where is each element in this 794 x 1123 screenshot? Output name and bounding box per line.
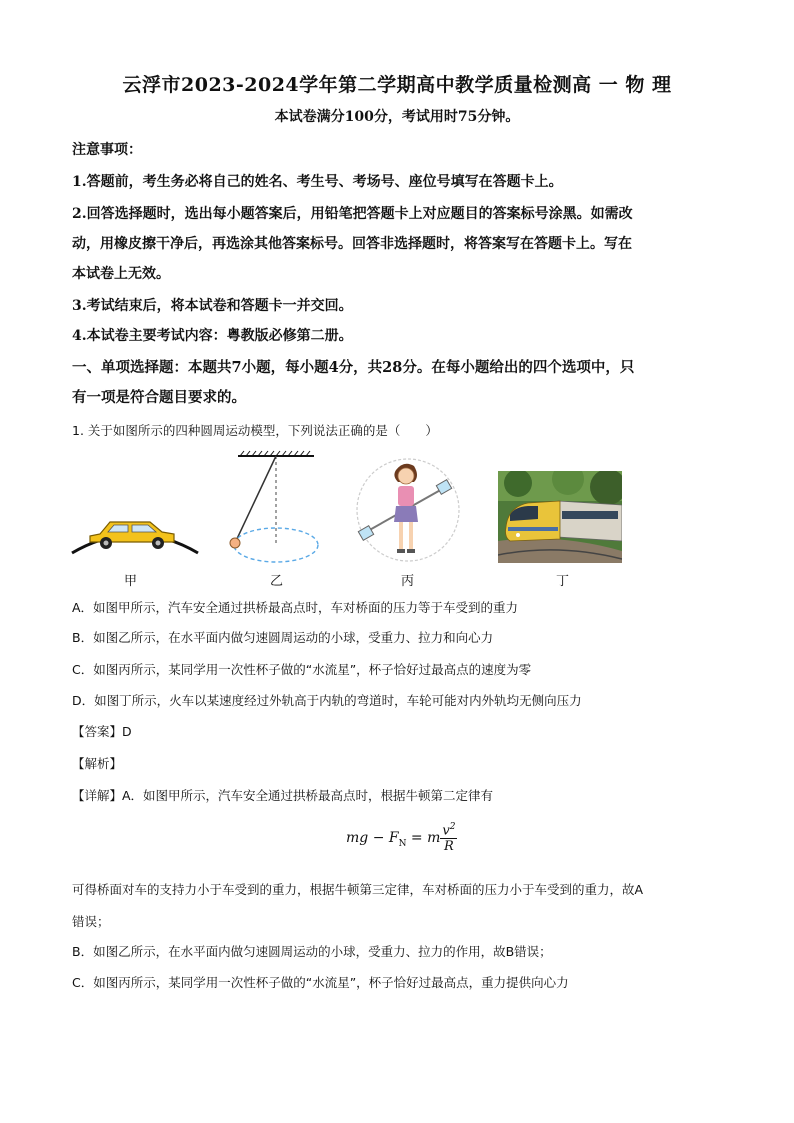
figure-caption-bing: 丙 [401,574,415,589]
notice-item: 2.回答选择题时，选出每小题答案后，用铅笔把答题卡上对应题目的答案标号涂黑。如需改 [72,206,633,222]
option-c: C．如图丙所示，某同学用一次性杯子做的“水流星”，杯子恰好过最高点的速度为零 [72,662,532,677]
figure-caption-jia: 甲 [124,574,138,589]
notice-item: 动，用橡皮擦干净后，再选涂其他答案标号。回答非选择题时，将答案写在答题卡上。写在 [72,236,632,252]
notice-heading: 注意事项： [72,142,142,158]
detail-b: B．如图乙所示，在水平面内做匀速圆周运动的小球，受重力、拉力的作用，故B错误； [72,944,552,959]
option-d: D．如图丁所示，火车以某速度经过外轨高于内轨的弯道时，车轮可能对内外轨均无侧向压力 [72,693,582,708]
figure-caption-ding: 丁 [556,574,570,589]
notice-item: 3.考试结束后，将本试卷和答题卡一并交回。 [72,298,353,314]
notice-item: 本试卷上无效。 [72,266,170,282]
detail-a: 【详解】A．如图甲所示，汽车安全通过拱桥最高点时，根据牛顿第二定律有 [72,788,494,803]
page-subtitle: 本试卷满分100分，考试用时75分钟。 [274,109,520,125]
page-title: 云浮市2023-2024学年第二学期高中教学质量检测高 一 物 理 [122,74,672,96]
car-icon [90,522,174,549]
question-stem: 1. 关于如图所示的四种圆周运动模型，下列说法正确的是（ ） [72,423,438,438]
answer-line: 【答案】D [72,724,132,739]
notice-item: 4.本试卷主要考试内容：粤教版必修第二册。 [72,328,353,344]
option-a: A．如图甲所示，汽车安全通过拱桥最高点时，车对桥面的压力等于车受到的重力 [72,600,519,615]
detail-c: C．如图丙所示，某同学用一次性杯子做的“水流星”，杯子恰好过最高点，重力提供向心力 [72,975,569,990]
detail-a2: 可得桥面对车的支持力小于车受到的重力，根据牛顿第三定律，车对桥面的压力小于车受到的重力，故A [72,882,644,897]
student-figure [394,464,418,553]
section-heading-cont: 有一项是符合题目要求的。 [72,389,246,406]
option-b: B．如图乙所示，在水平面内做匀速圆周运动的小球，受重力、拉力和向心力 [72,630,494,645]
section-heading: 一、单项选择题：本题共7小题，每小题4分，共28分。在每小题给出的四个选项中，只 [72,359,635,376]
pendulum-ball [230,538,240,548]
figure-water-meteor [352,452,464,566]
figure-train-photo [498,471,622,563]
newton-formula: mg − $F_N = m$ $\frac{v^2}{R}$ [346,822,456,855]
figure-car-bridge [70,498,200,560]
notice-item: 1.答题前，考生务必将自己的姓名、考生号、考场号、座位号填写在答题卡上。 [72,174,563,190]
pendulum-string [235,456,276,543]
figure-conical-pendulum [226,450,326,570]
detail-a3: 错误； [72,914,110,929]
analysis-label: 【解析】 [72,756,123,771]
figure-caption-yi: 乙 [270,574,284,589]
